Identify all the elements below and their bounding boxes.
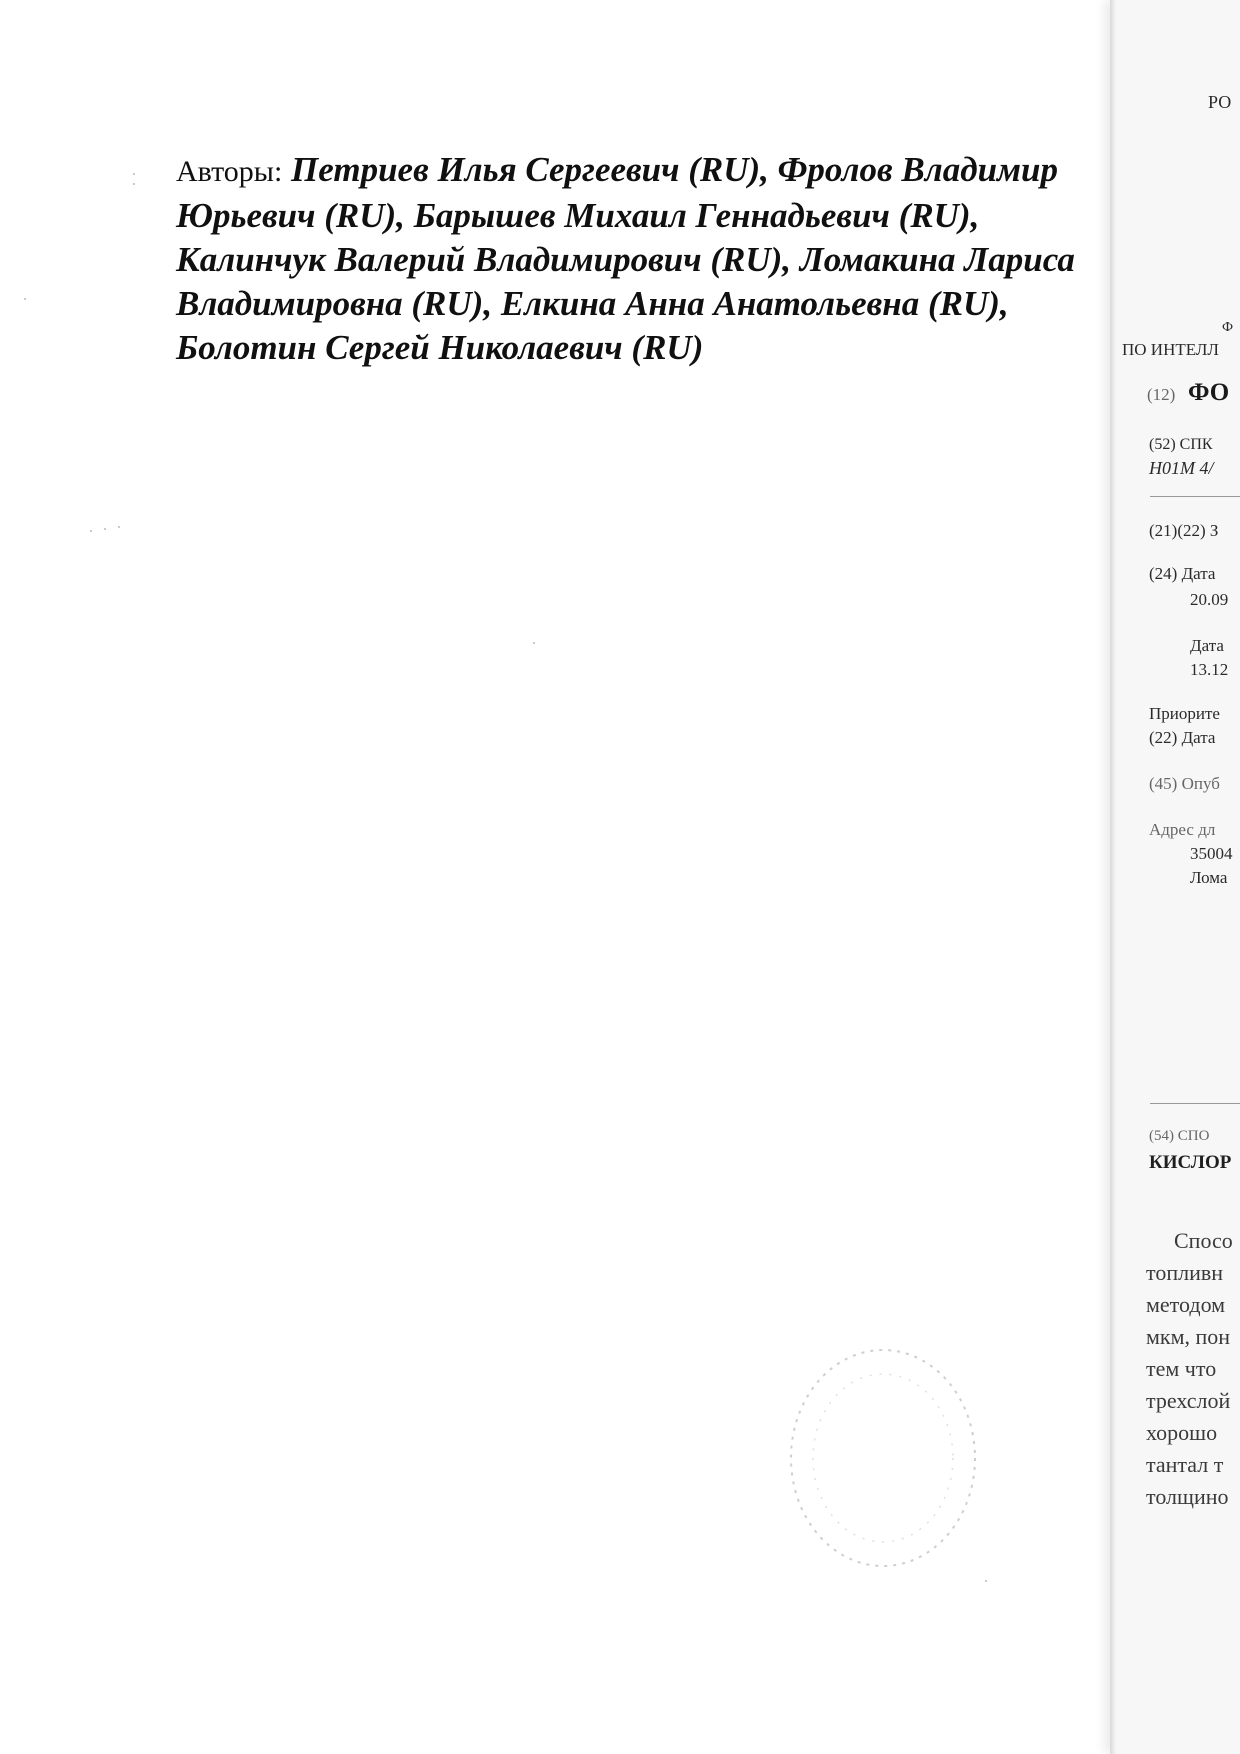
stamp-impression xyxy=(778,1338,988,1578)
authors-label: Авторы: xyxy=(176,155,283,188)
spk-fragment: (52) СПК xyxy=(1149,436,1213,453)
kislor-fragment: КИСЛОР xyxy=(1149,1152,1232,1173)
scan-speck xyxy=(118,526,120,528)
data-fragment: Дата xyxy=(1190,636,1224,655)
abstract-line: методом xyxy=(1146,1292,1226,1317)
abstract-line: тантал т xyxy=(1146,1452,1224,1477)
priority-fragment: Приорите xyxy=(1149,704,1220,723)
n24-fragment: (24) Дата xyxy=(1149,564,1216,583)
date-2009-fragment: 20.09 xyxy=(1190,590,1229,609)
scan-speck xyxy=(133,173,135,175)
date-1312-fragment: 13.12 xyxy=(1190,660,1229,679)
f-fragment: Ф xyxy=(1222,320,1234,335)
fo-fragment: ФО xyxy=(1188,379,1230,406)
authors-block xyxy=(176,148,1076,370)
scan-speck xyxy=(104,528,106,530)
abstract-line: Спосо xyxy=(1174,1228,1233,1253)
abstract-line: хорошо xyxy=(1146,1420,1218,1445)
loma-fragment: Лома xyxy=(1190,868,1228,887)
page-edge-shadow xyxy=(1110,0,1116,1754)
po-intell-fragment: ПО ИНТЕЛЛ xyxy=(1122,340,1219,359)
scan-speck xyxy=(985,1580,987,1582)
divider xyxy=(1150,496,1240,497)
abstract-line: тем что xyxy=(1146,1356,1217,1381)
divider xyxy=(1150,1103,1240,1104)
authors-names: Петриев Илья Сергеевич (RU), Фролов Владимир Юрьевич (RU), Барышев Михаил Геннадьевич (RU), Калинчук Валерий Владимирович (RU), Ломакина Лариса Владимировна (RU), Елкина Анна Анатольевна (RU), Болотин Сергей Николаевич (RU) xyxy=(176,150,1075,367)
postcode-fragment: 35004 xyxy=(1190,844,1233,863)
scan-speck xyxy=(133,183,135,185)
overlapping-page xyxy=(1110,0,1240,1754)
h01m-fragment: H01M 4/ xyxy=(1149,458,1214,478)
n54-fragment: (54) СПО xyxy=(1149,1128,1210,1144)
abstract-line: топливн xyxy=(1146,1260,1224,1285)
address-fragment: Адрес дл xyxy=(1149,820,1216,839)
scan-speck xyxy=(24,298,26,300)
scan-speck xyxy=(533,642,535,644)
scan-speck xyxy=(90,530,92,532)
abstract-line: мкм, пон xyxy=(1146,1324,1231,1349)
abstract-line: толщино xyxy=(1146,1484,1229,1509)
abstract-line: трехслой xyxy=(1146,1388,1231,1413)
n21-22-fragment: (21)(22) З xyxy=(1149,521,1219,540)
n22-fragment: (22) Дата xyxy=(1149,728,1216,747)
code-12: (12) xyxy=(1147,385,1176,404)
n45-fragment: (45) Опуб xyxy=(1149,774,1220,793)
header-fragment: РО xyxy=(1208,92,1232,112)
